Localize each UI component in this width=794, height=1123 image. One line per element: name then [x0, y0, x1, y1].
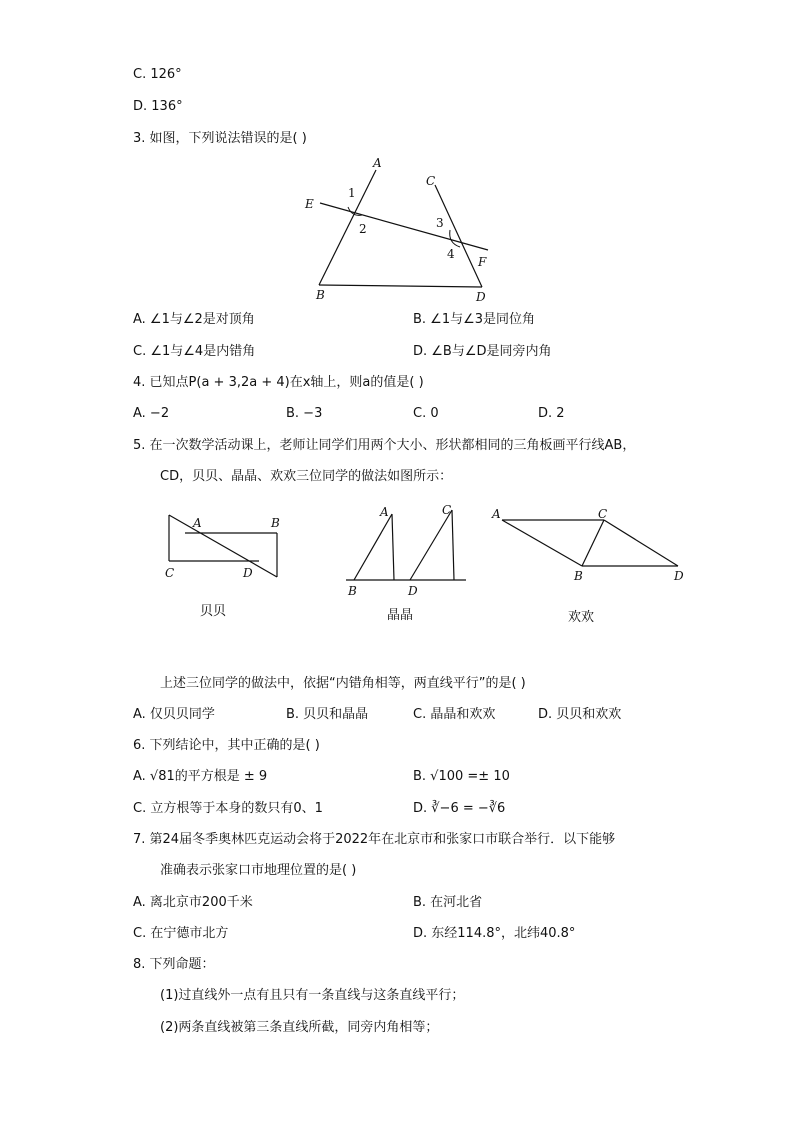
q5-fig1-label-b: B — [271, 516, 280, 530]
q2-option-d: D. 136° — [133, 99, 183, 114]
q5-option-c: C. 晶晶和欢欢 — [413, 707, 496, 722]
q3-option-a: A. ∠1与∠2是对顶角 — [133, 312, 255, 327]
q3-label-f: F — [478, 255, 487, 269]
q3-label-a: A — [373, 156, 382, 170]
q5-fig3-label-d: D — [674, 569, 684, 583]
q5-stem-line2: CD，贝贝、晶晶、欢欢三位同学的做法如图所示： — [160, 469, 453, 484]
q6-option-d: D. ∛−6 = −∛6 — [413, 801, 506, 816]
q8-item-2: (2)两条直线被第三条直线所截，同旁内角相等； — [160, 1020, 439, 1035]
q5-fig2-label-a: A — [380, 505, 389, 519]
q4-option-d: D. 2 — [538, 406, 565, 421]
q3-label-1: 1 — [348, 186, 356, 200]
q3-label-c: C — [426, 174, 436, 188]
q5-fig1-label-c: C — [165, 566, 175, 580]
q5-figure-jingjing — [340, 500, 470, 600]
q5-caption-jingjing: 晶晶 — [387, 608, 414, 623]
q3-label-4: 4 — [447, 247, 455, 261]
q5-stem-line1: 5. 在一次数学活动课上，老师让同学们用两个大小、形状都相同的三角板画平行线AB， — [133, 438, 636, 453]
q7-stem-line2: 准确表示张家口市地理位置的是( ) — [160, 863, 357, 878]
q5-fig3-label-a: A — [492, 507, 501, 521]
q5-option-a: A. 仅贝贝同学 — [133, 707, 215, 722]
q7-option-b: B. 在河北省 — [413, 895, 483, 910]
q3-option-b: B. ∠1与∠3是同位角 — [413, 312, 536, 327]
q5-caption-huanhuan: 欢欢 — [568, 610, 595, 625]
q7-option-d: D. 东经114.8°，北纬40.8° — [413, 926, 576, 941]
q7-stem-line1: 7. 第24届冬季奥林匹克运动会将于2022年在北京市和张家口市联合举行．以下能够 — [133, 832, 616, 847]
q5-fig3-label-c: C — [598, 507, 608, 521]
q5-fig1-label-d: D — [243, 566, 253, 580]
q3-option-d: D. ∠B与∠D是同旁内角 — [413, 344, 552, 359]
q5-fig2-label-c: C — [442, 503, 452, 517]
q5-follow-up: 上述三位同学的做法中，依据“内错角相等，两直线平行”的是( ) — [160, 676, 526, 691]
q6-option-a: A. √81的平方根是 ± 9 — [133, 769, 268, 784]
q3-figure — [300, 155, 500, 305]
q6-option-b: B. √100 =± 10 — [413, 769, 510, 784]
q4-option-a: A. −2 — [133, 406, 170, 421]
q3-label-b: B — [316, 288, 325, 302]
q6-option-c: C. 立方根等于本身的数只有0、1 — [133, 801, 323, 816]
q5-fig2-label-b: B — [348, 584, 357, 598]
q5-caption-beibei: 贝贝 — [200, 604, 227, 619]
q2-option-c: C. 126° — [133, 67, 182, 82]
q5-fig1-label-a: A — [193, 516, 202, 530]
q5-fig3-label-b: B — [574, 569, 583, 583]
q4-stem: 4. 已知点P(a + 3,2a + 4)在x轴上，则a的值是( ) — [133, 375, 424, 390]
q4-option-b: B. −3 — [286, 406, 323, 421]
q5-figure-huanhuan — [488, 502, 698, 587]
q8-item-1: (1)过直线外一点有且只有一条直线与这条直线平行； — [160, 988, 465, 1003]
q3-label-2: 2 — [359, 222, 367, 236]
q6-stem: 6. 下列结论中，其中正确的是( ) — [133, 738, 320, 753]
q5-fig2-label-d: D — [408, 584, 418, 598]
q3-label-d: D — [476, 290, 486, 304]
q4-option-c: C. 0 — [413, 406, 439, 421]
q5-option-d: D. 贝贝和欢欢 — [538, 707, 622, 722]
q3-label-3: 3 — [436, 216, 444, 230]
q8-stem: 8. 下列命题： — [133, 957, 215, 972]
q3-label-e: E — [305, 197, 314, 211]
q5-option-b: B. 贝贝和晶晶 — [286, 707, 369, 722]
q7-option-a: A. 离北京市200千米 — [133, 895, 253, 910]
q3-stem: 3. 如图，下列说法错误的是( ) — [133, 131, 307, 146]
q7-option-c: C. 在宁德市北方 — [133, 926, 229, 941]
q3-option-c: C. ∠1与∠4是内错角 — [133, 344, 256, 359]
q5-figure-beibei — [155, 505, 295, 585]
